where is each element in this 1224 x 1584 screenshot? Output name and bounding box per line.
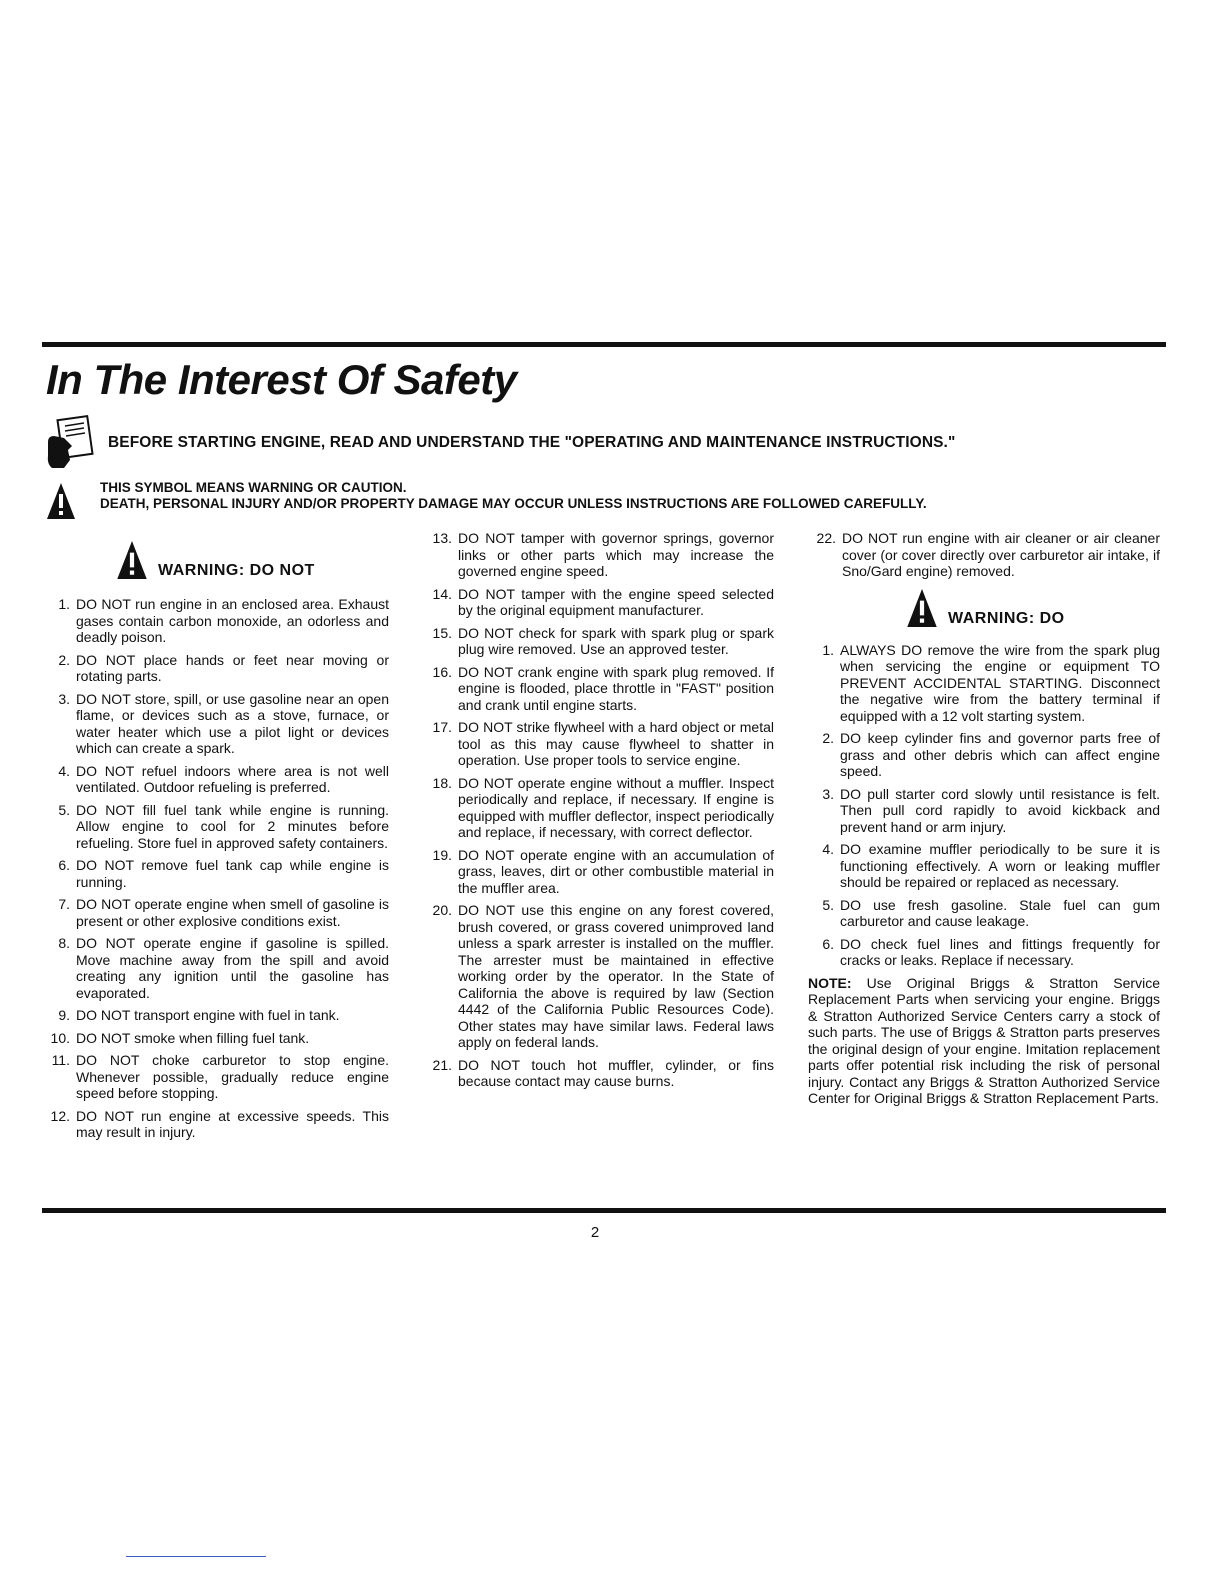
- list-item: 6. DO NOT remove fuel tank cap while engine is running.: [58, 857, 389, 890]
- warning-triangle-icon: [46, 482, 76, 520]
- symbol-meaning-text: THIS SYMBOL MEANS WARNING OR CAUTION.: [100, 480, 407, 495]
- list-item: 4. DO NOT refuel indoors where area is not well ventilated. Outdoor refueling is preferred.: [58, 762, 389, 795]
- list-item: 3. DO NOT store, spill, or use gasoline near an open flame, or devices such as a stove, furnace, or water heater which use a pilot light or devices which can create a spark.: [58, 690, 389, 756]
- list-item: 18. DO NOT operate engine without a muffler. Inspect periodically and replace, if necessary. If engine is equipped with muffler deflector, inspect periodically and replace, if necessary, with correct deflector.: [432, 774, 774, 840]
- list-item: 10. DO NOT smoke when filling fuel tank.: [50, 1029, 310, 1046]
- warning-do-not-list-continued: [424, 530, 774, 1090]
- list-item: 21. DO NOT touch hot muffler, cylinder, or fins because contact may cause burns.: [432, 1056, 774, 1089]
- read-manual-icon: [46, 414, 94, 470]
- list-item: 6. DO check fuel lines and fittings frequently for cracks or leaks. Replace if necessary.: [822, 935, 1160, 968]
- top-rule: [42, 342, 1166, 347]
- list-item: 14. DO NOT tamper with the engine speed selected by the original equipment manufacturer.: [432, 585, 774, 618]
- read-instructions-text: BEFORE STARTING ENGINE, READ AND UNDERSTAND THE "OPERATING AND MAINTENANCE INSTRUCTIONS.": [108, 434, 956, 451]
- list-item: 9. DO NOT transport engine with fuel in tank.: [58, 1007, 340, 1023]
- page-number: 2: [590, 1224, 600, 1241]
- warning-do-label: WARNING: DO: [948, 609, 1065, 627]
- list-item: 1. ALWAYS DO remove the wire from the spark plug when servicing the engine or equipment TO PREVENT ACCIDENTAL STARTING. Disconnect the negative wire from the battery terminal if equipped with a 12 volt starting system.: [822, 641, 1160, 724]
- list-item: 1. DO NOT run engine in an enclosed area. Exhaust gases contain carbon monoxide, an odorless and deadly poison.: [58, 596, 389, 645]
- warning-do-heading: [906, 588, 1160, 628]
- column-1: [44, 530, 389, 1147]
- list-item: 4. DO examine muffler periodically to be sure it is functioning effectively. A worn or leaking muffler should be repaired or replaced as necessary.: [822, 841, 1160, 890]
- list-item: 12. DO NOT run engine at excessive speeds. This may result in injury.: [50, 1107, 389, 1140]
- warning-do-not-list-final: [808, 530, 1160, 580]
- list-item: 20. DO NOT use this engine on any forest covered, brush covered, or grass covered unimproved land unless a spark arrester is installed on the muffler. The arrester must be maintained in effective working order by the operator. In the State of California the above is required by law (Section 4442 of the California Public Resources Code). Other states may have similar laws. Federal laws apply on federal lands.: [432, 902, 774, 1050]
- footer-link-underline[interactable]: [126, 1556, 266, 1557]
- warning-triangle-icon: [906, 588, 938, 628]
- warning-do-not-heading: [116, 540, 389, 580]
- note-text: Use Original Briggs & Stratton Service Replacement Parts when servicing your engine. Briggs & Stratton Authorized Service Centers carry a stock of such parts. The use of Briggs & Stratton parts preserves the original design of your engine. Imitation replacement parts offer potential risk including the risk of personal injury. Contact any Briggs & Stratton Authorized Service Center for Original Briggs & Stratton Replacement Parts.: [808, 974, 1160, 1106]
- list-item: 5. DO NOT fill fuel tank while engine is running. Allow engine to cool for 2 minutes before refueling. Store fuel in approved safety containers.: [58, 801, 389, 851]
- list-item: 13. DO NOT tamper with governor springs, governor links or other parts which may increase the governed engine speed.: [432, 530, 774, 579]
- list-item: 11. DO NOT choke carburetor to stop engine. Whenever possible, gradually reduce engine speed before stopping.: [51, 1052, 389, 1101]
- list-item: 8. DO NOT operate engine if gasoline is spilled. Move machine away from the spill and avoid creating any ignition until the gasoline has evaporated.: [58, 935, 389, 1001]
- list-item: 2. DO NOT place hands or feet near moving or rotating parts.: [58, 651, 389, 684]
- list-item: 7. DO NOT operate engine when smell of gasoline is present or other explosive conditions exist.: [58, 896, 389, 929]
- page-title: In The Interest Of Safety: [46, 356, 517, 403]
- read-instructions-banner: [46, 414, 955, 470]
- column-2: [424, 530, 774, 1096]
- warning-do-not-list: [44, 596, 389, 1141]
- list-item: 5. DO use fresh gasoline. Stale fuel can gum carburetor and cause leakage.: [822, 896, 1160, 929]
- column-3: [808, 530, 1160, 1107]
- list-item: 17. DO NOT strike flywheel with a hard object or metal tool as this may cause flywheel to shatter in operation. Use proper tools to service engine.: [432, 719, 774, 768]
- warning-do-not-label: WARNING: DO NOT: [158, 562, 315, 579]
- list-item: 22. DO NOT run engine with air cleaner or air cleaner cover (or cover directly over carburetor air intake, if Sno/Gard engine) removed.: [816, 530, 1160, 579]
- replacement-parts-note: [808, 975, 1160, 1107]
- warning-triangle-icon: [116, 540, 148, 580]
- list-item: 3. DO pull starter cord slowly until resistance is felt. Then pull cord rapidly to avoid kickback and prevent hand or arm injury.: [822, 785, 1160, 835]
- list-item: 15. DO NOT check for spark with spark plug or spark plug wire removed. Use an approved tester.: [432, 624, 774, 657]
- note-label: NOTE:: [808, 974, 852, 991]
- symbol-consequence-text: DEATH, PERSONAL INJURY AND/OR PROPERTY DAMAGE MAY OCCUR UNLESS INSTRUCTIONS ARE FOLLOWED CAREFULLY.: [100, 496, 927, 511]
- warning-symbol-banner: [46, 480, 927, 520]
- list-item: 19. DO NOT operate engine with an accumulation of grass, leaves, dirt or other combustible material in the muffler area.: [432, 846, 774, 896]
- list-item: 16. DO NOT crank engine with spark plug removed. If engine is flooded, place throttle in "FAST" position and crank until engine starts.: [432, 663, 774, 713]
- list-item: 2. DO keep cylinder fins and governor parts free of grass and other debris which can affect engine speed.: [822, 730, 1160, 779]
- bottom-rule: [42, 1208, 1166, 1213]
- warning-do-list: [808, 642, 1160, 969]
